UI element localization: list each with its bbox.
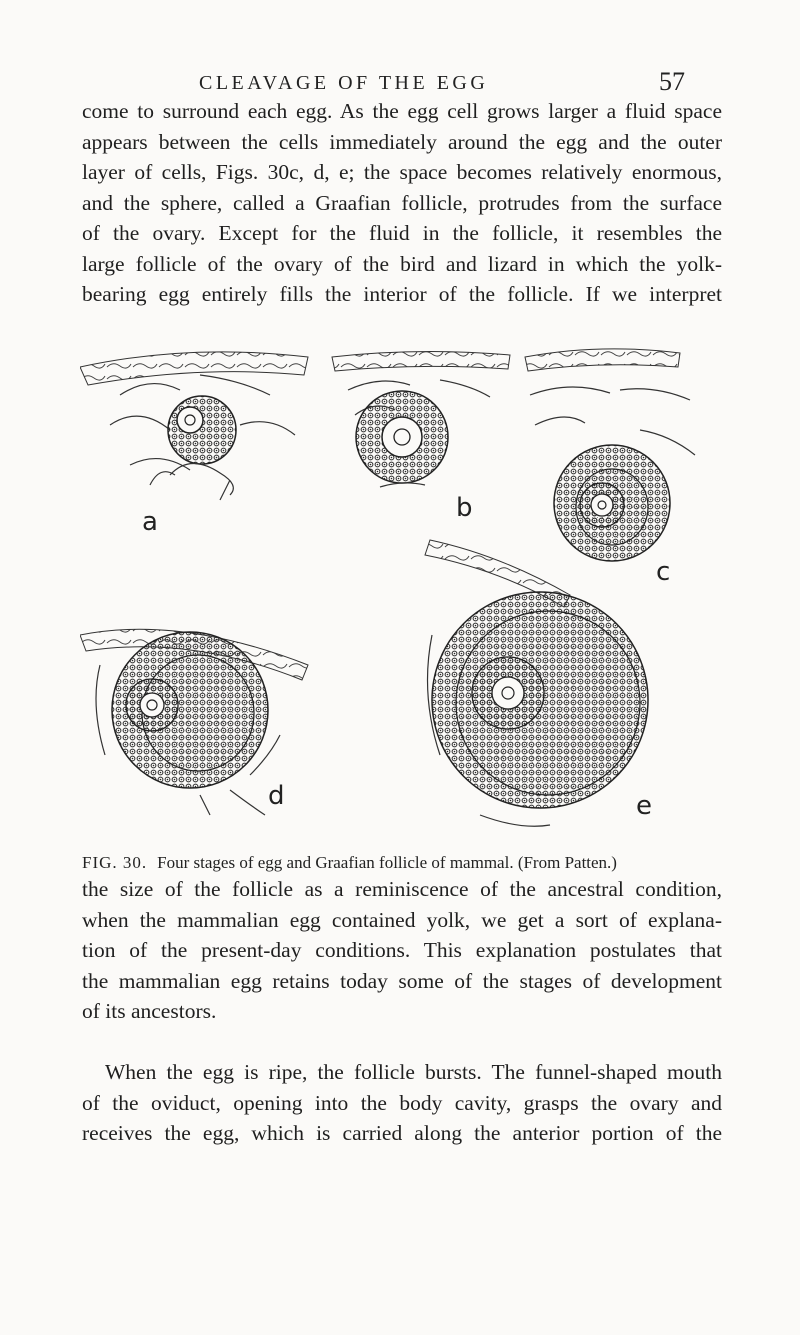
text-line: and the sphere, called a Graafian follicle, protrudes from the surface <box>82 190 722 215</box>
paragraph-2 <box>82 874 722 1027</box>
stage-e-drawing <box>425 540 648 826</box>
text-line: of the ovary. Except for the fluid in the follicle, it resembles the <box>82 221 722 245</box>
stage-b-drawing <box>332 351 510 487</box>
text-line: the mammalian egg retains today some of the stages of development <box>82 968 722 993</box>
figure-label-c: c <box>656 557 671 587</box>
text-line: come to surround each egg. As the egg cell grows larger a fluid space <box>82 99 722 123</box>
text-line: tion of the present-day conditions. This explanation postulates that <box>82 938 722 962</box>
text-line: When the egg is ripe, the follicle bursts. The funnel-shaped mouth <box>105 1060 722 1084</box>
caption-text: Four stages of egg and Graafian follicle of mammal. (From Patten.) <box>157 853 617 872</box>
text-line: the size of the follicle as a reminiscence of the ancestral condition, <box>82 877 722 901</box>
follicle-illustration <box>80 335 720 845</box>
text-line: appears between the cells immediately around the egg and the outer <box>82 129 722 154</box>
text-line: large follicle of the ovary of the bird and lizard in which the yolk- <box>82 251 722 276</box>
figure-label-e: e <box>636 791 652 821</box>
paragraph-3 <box>82 1057 722 1149</box>
figure-label-d: d <box>268 781 285 811</box>
figure-caption <box>82 853 722 873</box>
paragraph-1 <box>82 96 722 310</box>
page-number: 57 <box>659 67 685 96</box>
figure-label-a: a <box>142 507 158 537</box>
figure-30 <box>80 335 720 845</box>
text-line: receives the egg, which is carried along the anterior portion of the <box>82 1121 722 1145</box>
text-line: layer of cells, Figs. 30c, d, e; the space becomes relatively enormous, <box>82 160 722 184</box>
figure-number: FIG. 30. <box>82 853 148 872</box>
text-line: of its ancestors. <box>82 999 217 1023</box>
text-line: bearing egg entirely fills the interior of the follicle. If we interpret <box>82 282 722 306</box>
figure-label-b: b <box>456 493 473 523</box>
text-line: when the mammalian egg contained yolk, we get a sort of explana- <box>82 907 722 932</box>
running-head: CLEAVAGE OF THE EGG <box>199 72 489 94</box>
stage-a-drawing <box>80 352 308 500</box>
stage-c-drawing <box>525 349 695 561</box>
text-line: of the oviduct, opening into the body cavity, grasps the ovary and <box>82 1090 722 1115</box>
